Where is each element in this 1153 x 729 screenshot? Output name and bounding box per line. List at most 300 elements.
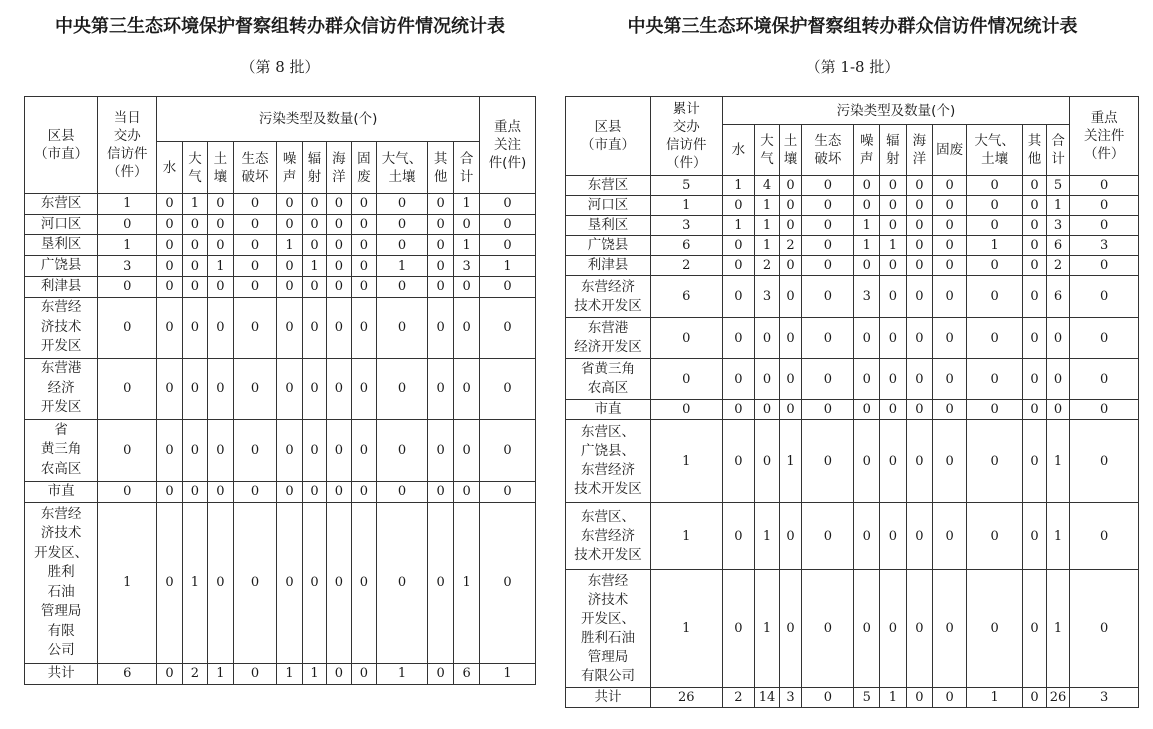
table-row [566,318,1139,359]
air-cell: 2 [755,256,780,276]
soil-cell: 0 [779,176,802,196]
received-cell: 1 [650,420,722,503]
other-cell: 0 [1023,318,1047,359]
air-cell: 0 [182,256,207,277]
air-cell: 0 [755,420,780,503]
district-name-cell: 广饶县 [25,256,98,277]
solid-waste-cell: 0 [933,256,967,276]
table-row [566,276,1139,318]
total-cell: 1 [1046,196,1070,216]
air-and-soil-cell: 0 [377,277,428,298]
radiation-cell: 0 [880,276,907,318]
air-cell: 1 [755,196,780,216]
soil-cell: 0 [779,196,802,216]
soil-cell: 0 [779,503,802,570]
solid-waste-cell: 0 [351,194,376,215]
noise-cell: 0 [277,481,302,502]
received-cell: 2 [650,256,722,276]
key-focus-cell: 3 [1070,688,1139,708]
district-name-cell: 共计 [25,663,98,684]
cumulative-count-header: 累计 交办 信访件 （件） [650,97,722,176]
solid-waste-cell: 0 [933,688,967,708]
district-name-cell: 河口区 [566,196,651,216]
received-cell: 26 [650,688,722,708]
air-and-soil-cell: 0 [377,419,428,481]
air-and-soil-cell: 0 [966,503,1022,570]
noise-cell: 0 [854,196,880,216]
solid-waste-cell: 0 [351,502,376,663]
ecological-damage-cell: 0 [802,688,854,708]
air-and-soil-cell: 0 [966,318,1022,359]
soil-cell: 0 [208,358,233,419]
total-cell: 0 [1046,318,1070,359]
received-cell: 3 [650,216,722,236]
key-focus-cell: 0 [1070,570,1139,688]
radiation-cell: 0 [880,359,907,400]
type-header-ecological-damage: 生态 破坏 [802,125,854,176]
water-cell: 0 [722,318,755,359]
header-row [25,97,536,142]
water-cell: 0 [722,420,755,503]
noise-cell: 3 [854,276,880,318]
type-header-air-and-soil: 大气、 土壤 [377,142,428,194]
ecological-damage-cell: 0 [802,216,854,236]
soil-cell: 0 [208,419,233,481]
cumulative-statistics-table [565,96,1139,708]
received-cell: 1 [98,502,157,663]
type-header-other: 其 他 [427,142,453,194]
air-and-soil-cell: 0 [377,502,428,663]
ecological-damage-cell: 0 [802,570,854,688]
district-name-cell: 东营经 济技术 开发区、 胜利石油 管理局 有限公司 [566,570,651,688]
ecological-damage-cell: 0 [802,176,854,196]
soil-cell: 0 [208,481,233,502]
total-cell: 1 [454,194,480,215]
noise-cell: 0 [854,570,880,688]
other-cell: 0 [427,419,453,481]
type-header-soil: 土 壤 [208,142,233,194]
soil-cell: 0 [208,214,233,235]
ocean-cell: 0 [906,688,933,708]
type-header-ecological-damage: 生态 破坏 [233,142,277,194]
soil-cell: 0 [779,359,802,400]
key-focus-cell: 0 [1070,216,1139,236]
other-cell: 0 [427,194,453,215]
type-header-noise: 噪 声 [277,142,302,194]
district-name-cell: 利津县 [25,277,98,298]
received-count-header: 当日 交办 信访件 （件） [98,97,157,194]
solid-waste-cell: 0 [933,503,967,570]
water-cell: 0 [157,358,182,419]
table-row [566,256,1139,276]
district-name-cell: 共计 [566,688,651,708]
noise-cell: 1 [854,216,880,236]
air-and-soil-cell: 0 [966,400,1022,420]
solid-waste-cell: 0 [351,419,376,481]
ocean-cell: 0 [327,481,351,502]
other-cell: 0 [427,277,453,298]
other-cell: 0 [1023,216,1047,236]
table-row [25,256,536,277]
ocean-cell: 0 [327,235,351,256]
soil-cell: 3 [779,688,802,708]
type-header-air-and-soil: 大气、 土壤 [966,125,1022,176]
received-cell: 0 [98,297,157,358]
other-cell: 0 [427,235,453,256]
type-header-other: 其 他 [1023,125,1047,176]
ocean-cell: 0 [327,194,351,215]
district-name-cell: 东营区 [25,194,98,215]
ecological-damage-cell: 0 [802,359,854,400]
noise-cell: 0 [854,256,880,276]
received-cell: 5 [650,176,722,196]
ocean-cell: 0 [327,256,351,277]
total-cell: 5 [1046,176,1070,196]
key-focus-cell: 3 [1070,236,1139,256]
total-cell: 0 [454,358,480,419]
received-cell: 0 [650,359,722,400]
type-header-soil: 土 壤 [779,125,802,176]
table-row [25,297,536,358]
soil-cell: 0 [779,256,802,276]
noise-cell: 0 [277,502,302,663]
total-cell: 1 [1046,420,1070,503]
total-cell: 1 [454,235,480,256]
air-and-soil-cell: 0 [966,176,1022,196]
water-cell: 0 [722,196,755,216]
type-header-solid-waste: 固 废 [351,142,376,194]
ecological-damage-cell: 0 [233,235,277,256]
table-row [566,359,1139,400]
radiation-cell: 1 [880,236,907,256]
ocean-cell: 0 [327,277,351,298]
total-cell: 0 [454,277,480,298]
water-cell: 0 [722,359,755,400]
key-focus-cell: 0 [479,419,535,481]
received-cell: 6 [650,276,722,318]
district-name-cell: 垦利区 [566,216,651,236]
key-focus-cell: 0 [479,235,535,256]
table-row [25,235,536,256]
air-and-soil-cell: 0 [966,420,1022,503]
other-cell: 0 [1023,570,1047,688]
radiation-cell: 1 [302,256,326,277]
key-focus-cell: 0 [1070,276,1139,318]
table-row [25,419,536,481]
soil-cell: 0 [779,318,802,359]
key-focus-cell: 0 [479,214,535,235]
soil-cell: 0 [208,277,233,298]
solid-waste-cell: 0 [351,358,376,419]
type-header-radiation: 辐 射 [302,142,326,194]
other-cell: 0 [1023,420,1047,503]
other-cell: 0 [1023,196,1047,216]
district-name-cell: 省 黄三角 农高区 [25,419,98,481]
ecological-damage-cell: 0 [233,214,277,235]
other-cell: 0 [1023,176,1047,196]
key-focus-cell: 0 [1070,503,1139,570]
type-header-noise: 噪 声 [854,125,880,176]
solid-waste-cell: 0 [933,359,967,400]
total-cell: 1 [454,502,480,663]
radiation-cell: 1 [302,663,326,684]
air-cell: 1 [755,216,780,236]
radiation-cell: 0 [880,420,907,503]
ocean-cell: 0 [327,214,351,235]
ocean-cell: 0 [906,359,933,400]
key-focus-cell: 0 [479,481,535,502]
ecological-damage-cell: 0 [233,297,277,358]
total-cell: 0 [454,419,480,481]
water-cell: 0 [157,481,182,502]
air-and-soil-cell: 0 [377,194,428,215]
ecological-damage-cell: 0 [233,358,277,419]
ocean-cell: 0 [327,502,351,663]
air-cell: 0 [755,359,780,400]
water-cell: 0 [722,570,755,688]
solid-waste-cell: 0 [351,235,376,256]
noise-cell: 1 [277,663,302,684]
key-focus-header: 重点 关注件 （件） [1070,97,1139,176]
district-name-cell: 省黄三角 农高区 [566,359,651,400]
other-cell: 0 [1023,688,1047,708]
radiation-cell: 0 [302,502,326,663]
table-row [566,420,1139,503]
ocean-cell: 0 [906,420,933,503]
other-cell: 0 [1023,400,1047,420]
other-cell: 0 [1023,276,1047,318]
type-header-air: 大 气 [182,142,207,194]
ecological-damage-cell: 0 [233,256,277,277]
pollution-type-group-header: 污染类型及数量(个) [157,97,480,142]
key-focus-cell: 0 [1070,196,1139,216]
water-cell: 0 [157,194,182,215]
noise-cell: 0 [854,318,880,359]
noise-cell: 5 [854,688,880,708]
air-cell: 0 [182,235,207,256]
ecological-damage-cell: 0 [802,276,854,318]
radiation-cell: 0 [302,277,326,298]
key-focus-cell: 0 [479,297,535,358]
air-cell: 4 [755,176,780,196]
air-and-soil-cell: 1 [377,256,428,277]
ocean-cell: 0 [906,256,933,276]
water-cell: 0 [722,236,755,256]
total-cell: 0 [1046,400,1070,420]
air-and-soil-cell: 1 [966,236,1022,256]
water-cell: 0 [157,297,182,358]
noise-cell: 0 [277,358,302,419]
ocean-cell: 0 [906,276,933,318]
district-name-cell: 东营经 济技术 开发区 [25,297,98,358]
key-focus-cell: 0 [1070,176,1139,196]
soil-cell: 0 [779,276,802,318]
received-cell: 0 [650,400,722,420]
soil-cell: 0 [208,297,233,358]
other-cell: 0 [427,358,453,419]
table-row [566,216,1139,236]
air-and-soil-cell: 0 [966,276,1022,318]
radiation-cell: 0 [880,570,907,688]
noise-cell: 0 [277,419,302,481]
received-cell: 0 [98,214,157,235]
solid-waste-cell: 0 [933,176,967,196]
radiation-cell: 0 [880,216,907,236]
radiation-cell: 0 [302,235,326,256]
water-cell: 0 [157,214,182,235]
radiation-cell: 0 [302,358,326,419]
ocean-cell: 0 [327,297,351,358]
water-cell: 2 [722,688,755,708]
key-focus-cell: 0 [1070,400,1139,420]
ecological-damage-cell: 0 [233,419,277,481]
ecological-damage-cell: 0 [233,194,277,215]
key-focus-cell: 0 [479,277,535,298]
received-cell: 1 [650,503,722,570]
received-cell: 1 [98,235,157,256]
air-cell: 0 [755,318,780,359]
received-cell: 0 [98,277,157,298]
solid-waste-cell: 0 [933,216,967,236]
air-cell: 1 [755,570,780,688]
type-header-water: 水 [722,125,755,176]
received-cell: 0 [98,419,157,481]
key-focus-cell: 1 [479,663,535,684]
ocean-cell: 0 [906,503,933,570]
soil-cell: 0 [779,216,802,236]
water-cell: 0 [722,503,755,570]
received-cell: 1 [650,196,722,216]
soil-cell: 0 [208,194,233,215]
ecological-damage-cell: 0 [233,277,277,298]
received-cell: 1 [650,570,722,688]
air-cell: 0 [182,214,207,235]
soil-cell: 1 [208,256,233,277]
table-row [566,196,1139,216]
noise-cell: 0 [277,297,302,358]
table-row [566,570,1139,688]
water-cell: 0 [157,256,182,277]
air-cell: 0 [755,400,780,420]
other-cell: 0 [427,256,453,277]
water-cell: 0 [722,400,755,420]
air-and-soil-cell: 0 [377,358,428,419]
table-row [25,663,536,684]
ecological-damage-cell: 0 [233,481,277,502]
table-row [25,481,536,502]
solid-waste-cell: 0 [351,256,376,277]
radiation-cell: 0 [880,176,907,196]
district-name-cell: 东营港 经济 开发区 [25,358,98,419]
key-focus-cell: 0 [1070,420,1139,503]
air-and-soil-cell: 0 [966,216,1022,236]
district-name-cell: 市直 [25,481,98,502]
soil-cell: 2 [779,236,802,256]
ecological-damage-cell: 0 [802,236,854,256]
air-cell: 1 [182,194,207,215]
total-cell: 6 [1046,276,1070,318]
air-and-soil-cell: 1 [966,688,1022,708]
solid-waste-cell: 0 [933,318,967,359]
ecological-damage-cell: 0 [802,420,854,503]
noise-cell: 0 [277,256,302,277]
solid-waste-cell: 0 [351,663,376,684]
district-name-cell: 东营区、 广饶县、 东营经济 技术开发区 [566,420,651,503]
table-subtitle: （第 8 批） [240,58,320,76]
radiation-cell: 1 [880,688,907,708]
district-header: 区县 （市直） [566,97,651,176]
solid-waste-cell: 0 [933,420,967,503]
received-cell: 0 [98,481,157,502]
total-cell: 1 [1046,503,1070,570]
ecological-damage-cell: 0 [233,502,277,663]
noise-cell: 0 [854,503,880,570]
air-and-soil-cell: 0 [377,481,428,502]
radiation-cell: 0 [880,318,907,359]
water-cell: 0 [157,663,182,684]
other-cell: 0 [1023,256,1047,276]
total-cell: 26 [1046,688,1070,708]
air-cell: 0 [182,277,207,298]
district-name-cell: 东营区 [566,176,651,196]
table-row [566,400,1139,420]
solid-waste-cell: 0 [351,297,376,358]
key-focus-cell: 1 [479,256,535,277]
district-name-cell: 垦利区 [25,235,98,256]
ecological-damage-cell: 0 [802,400,854,420]
solid-waste-cell: 0 [351,481,376,502]
district-name-cell: 东营经济 技术开发区 [566,276,651,318]
solid-waste-cell: 0 [933,236,967,256]
key-focus-cell: 0 [1070,256,1139,276]
water-cell: 0 [157,277,182,298]
other-cell: 0 [1023,359,1047,400]
type-header-ocean: 海 洋 [906,125,933,176]
solid-waste-cell: 0 [351,214,376,235]
noise-cell: 1 [854,236,880,256]
noise-cell: 1 [277,235,302,256]
ocean-cell: 0 [327,358,351,419]
received-cell: 0 [650,318,722,359]
radiation-cell: 0 [302,419,326,481]
type-header-air: 大 气 [755,125,780,176]
district-name-cell: 河口区 [25,214,98,235]
air-cell: 1 [755,236,780,256]
table-row [25,194,536,215]
total-cell: 6 [454,663,480,684]
district-header: 区县 （市直） [25,97,98,194]
water-cell: 0 [722,256,755,276]
other-cell: 0 [427,663,453,684]
table-title: 中央第三生态环境保护督察组转办群众信访件情况统计表 [627,16,1078,37]
ocean-cell: 0 [906,176,933,196]
solid-waste-cell: 0 [933,276,967,318]
ocean-cell: 0 [906,400,933,420]
table-row [566,236,1139,256]
table-row [566,176,1139,196]
water-cell: 0 [722,276,755,318]
soil-cell: 0 [208,235,233,256]
ocean-cell: 0 [906,196,933,216]
air-and-soil-cell: 0 [377,297,428,358]
solid-waste-cell: 0 [933,570,967,688]
radiation-cell: 0 [880,400,907,420]
air-and-soil-cell: 0 [966,256,1022,276]
table-subtitle: （第 1-8 批） [805,58,900,76]
soil-cell: 0 [779,400,802,420]
total-cell: 0 [454,481,480,502]
type-header-radiation: 辐 射 [880,125,907,176]
